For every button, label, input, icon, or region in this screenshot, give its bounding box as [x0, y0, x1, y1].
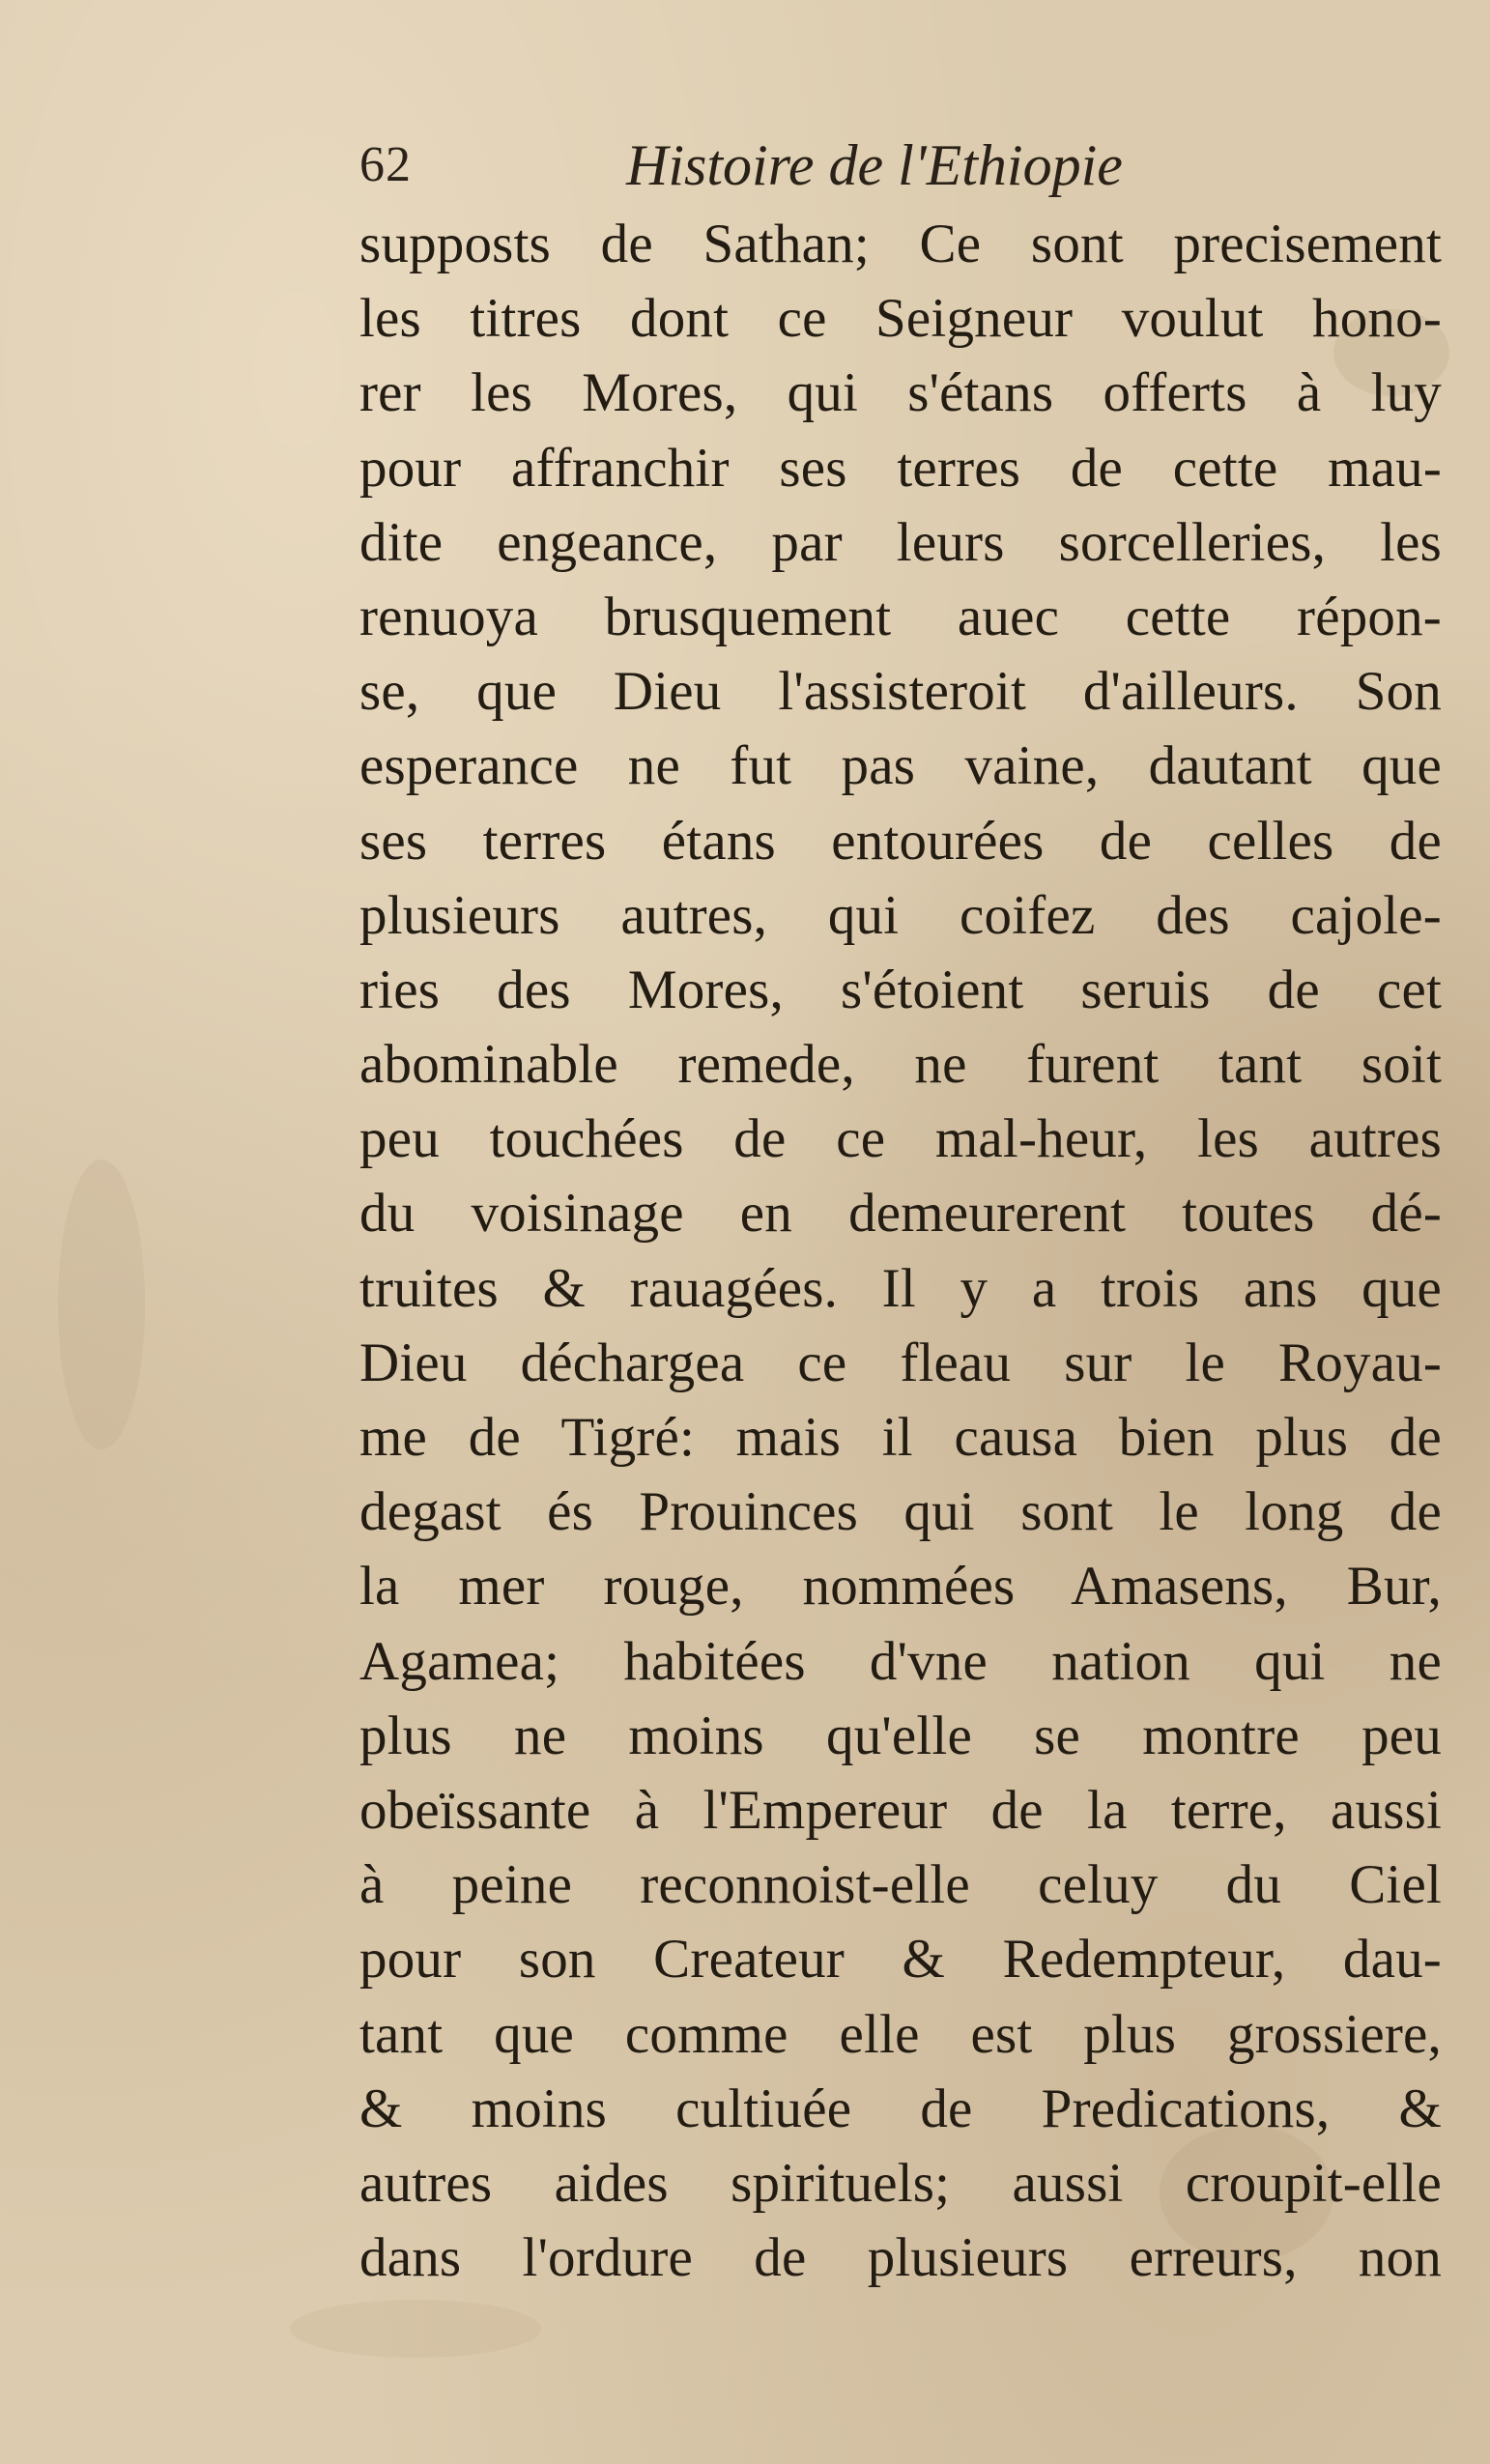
text-line: obeïssante à l'Empereur de la terre, aussi — [359, 1779, 1442, 1841]
text-line: du voisinage en demeurerent toutes dé- — [359, 1183, 1442, 1245]
text-line: renuoya brusquement auec cette répon- — [359, 586, 1442, 647]
paper-stain — [290, 2300, 541, 2358]
page-number: 62 — [359, 137, 412, 192]
text-line: se, que Dieu l'assisteroit d'ailleurs. Son — [359, 661, 1442, 723]
text-line: à peine reconnoist-elle celuy du Ciel — [359, 1854, 1442, 1916]
text-line: pour son Createur & Redempteur, dau- — [359, 1929, 1442, 1991]
text-line: Dieu déchargea ce fleau sur le Royau- — [359, 1332, 1442, 1393]
text-line: la mer rouge, nommées Amasens, Bur, — [359, 1556, 1442, 1618]
text-line: ries des Mores, s'étoient seruis de cet — [359, 959, 1442, 1020]
text-line: les titres dont ce Seigneur voulut hono- — [359, 288, 1442, 350]
text-line: abominable remede, ne furent tant soit — [359, 1034, 1442, 1096]
body-text — [359, 207, 1442, 2295]
text-line: truites & rauagées. Il y a trois ans que — [359, 1257, 1442, 1319]
paper-stain — [58, 1160, 145, 1449]
text-line: plusieurs autres, qui coifez des cajole- — [359, 884, 1442, 946]
page-header — [359, 122, 1442, 209]
text-line: ses terres étans entourées de celles de — [359, 810, 1442, 872]
text-line: degast és Prouinces qui sont le long de — [359, 1481, 1442, 1543]
text-line: me de Tigré: mais il causa bien plus de — [359, 1407, 1442, 1468]
text-line: rer les Mores, qui s'étans offerts à luy — [359, 362, 1442, 424]
text-line: tant que comme elle est plus grossiere, — [359, 2003, 1442, 2065]
running-title: Histoire de l'Ethiopie — [626, 133, 1123, 197]
text-line: dans l'ordure de plusieurs erreurs, non — [359, 2227, 1442, 2289]
text-line: & moins cultiuée de Predications, & — [359, 2077, 1442, 2139]
text-line: esperance ne fut pas vaine, dautant que — [359, 735, 1442, 797]
text-line: supposts de Sathan; Ce sont precisement — [359, 214, 1442, 274]
text-line: Agamea; habitées d'vne nation qui ne — [359, 1630, 1442, 1692]
text-line: dite engeance, par leurs sorcelleries, les — [359, 511, 1442, 573]
text-line: plus ne moins qu'elle se montre peu — [359, 1705, 1442, 1766]
text-line: peu touchées de ce mal-heur, les autres — [359, 1108, 1442, 1170]
text-line: autres aides spirituels; aussi croupit-elle — [359, 2152, 1442, 2214]
text-line: pour affranchir ses terres de cette mau- — [359, 437, 1442, 499]
